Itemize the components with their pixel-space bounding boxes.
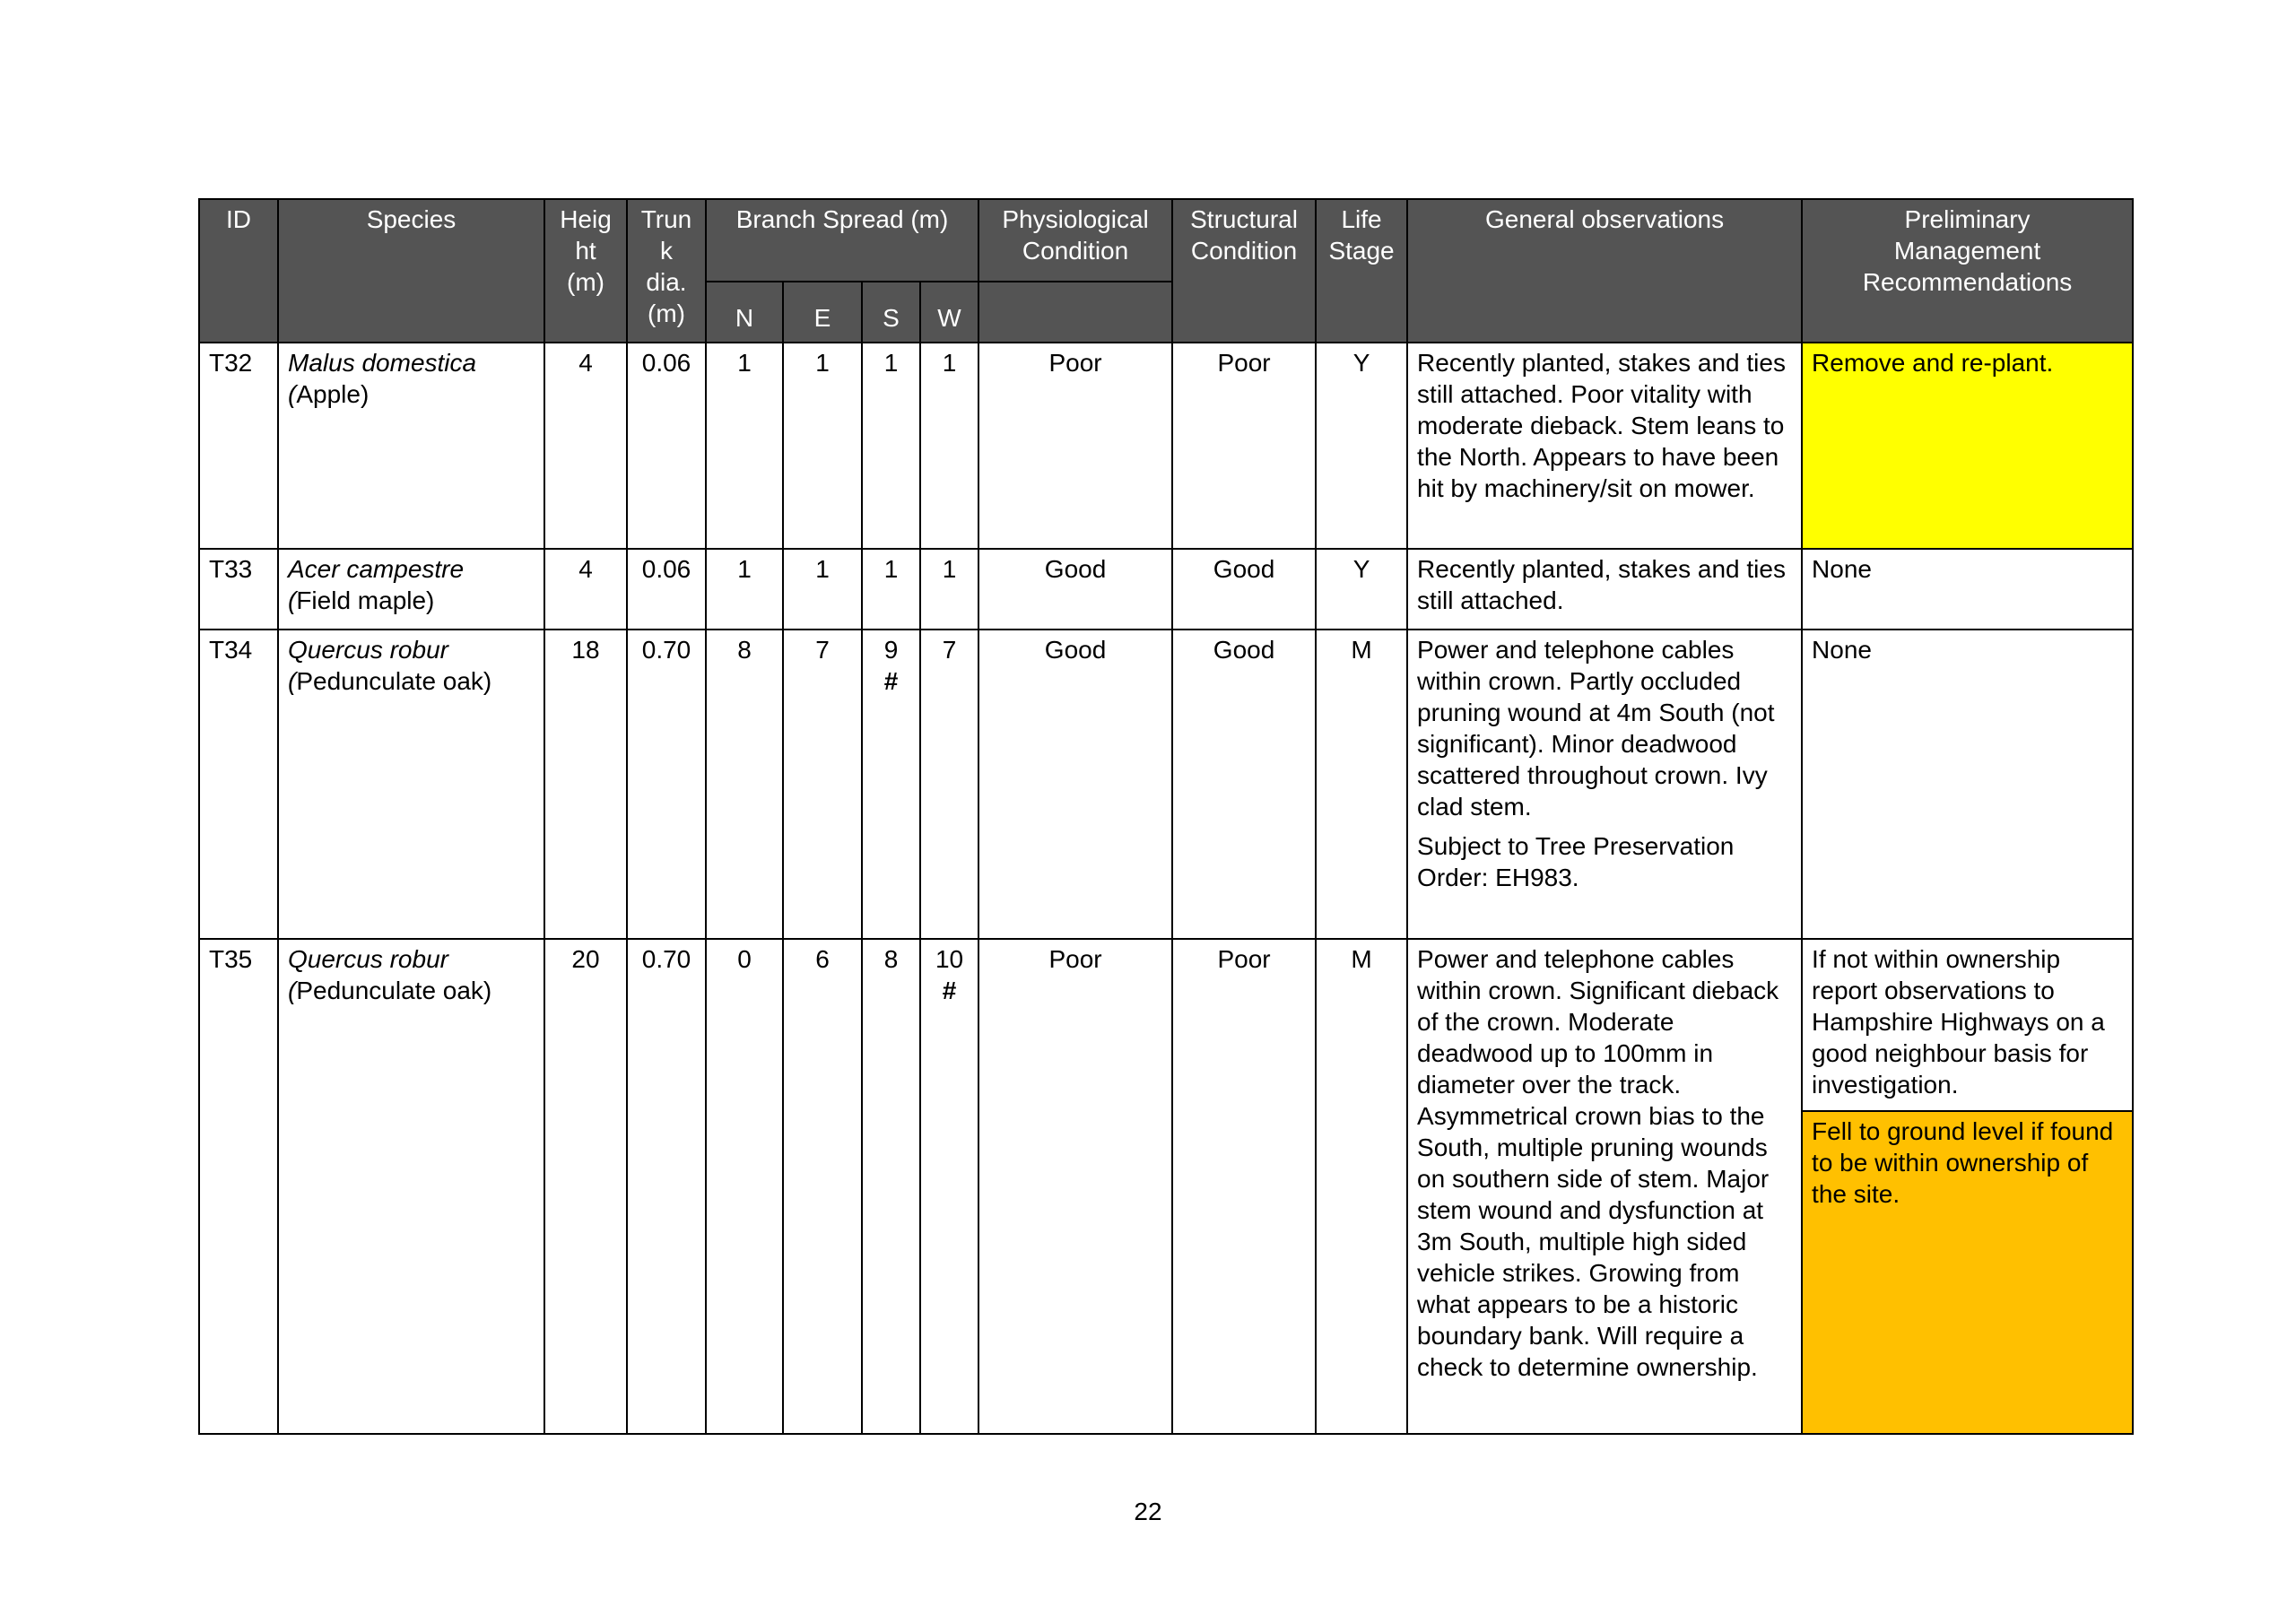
table-row [199, 630, 2133, 939]
species-common: Apple) [296, 380, 370, 408]
trunk-value: 0.06 [627, 549, 706, 630]
header-height: Heig ht (m) [544, 199, 627, 343]
observation-text: Power and telephone cables within crown. Significant dieback of the crown. Moderate deadwood up to 100mm in diameter over the track. Asymmetrical crown bias to the South, multiple pruning wounds on southern side of stem. Major stem wound and dysfunction at 3m South, multiple high sided vehicle strikes. Growing from what appears to be a historic boundary bank. Will require a check to determine ownership. [1417, 945, 1779, 1381]
header-physiological-condition: Physiological Condition [978, 199, 1172, 282]
header-trunk-diameter: Trun k dia. (m) [627, 199, 706, 343]
trunk-value: 0.70 [627, 939, 706, 1434]
species-cell [278, 549, 544, 630]
header-recommendations: Preliminary Management Recommendations [1802, 199, 2133, 343]
tree-id: T32 [199, 343, 278, 549]
header-life-stage: Life Stage [1316, 199, 1407, 343]
observation-text: Recently planted, stakes and ties still attached. [1417, 555, 1786, 614]
struct-value: Poor [1172, 939, 1316, 1434]
table-row [199, 939, 2133, 1434]
struct-value: Good [1172, 549, 1316, 630]
spread-s-cell [862, 630, 920, 939]
trunk-value: 0.06 [627, 343, 706, 549]
species-common-open: ( [288, 667, 297, 695]
spread-s-value: 1 [862, 549, 920, 630]
header-spread-e: E [783, 282, 862, 343]
physio-value: Good [978, 549, 1172, 630]
height-value: 4 [544, 549, 627, 630]
header-branch-spread: Branch Spread (m) [706, 199, 978, 282]
observation-text: Recently planted, stakes and ties still attached. Poor vitality with moderate dieback. Stem leans to the North. Appears to have been hit by machinery/sit on mower. [1417, 349, 1786, 502]
observations-cell [1407, 939, 1802, 1434]
species-common: Pedunculate oak) [296, 667, 492, 695]
species-latin: Malus domestica [288, 349, 477, 377]
tree-survey-table [198, 198, 2134, 1435]
recommendation-if-owned: Fell to ground level if found to be within ownership of the site. [1803, 1110, 2132, 1433]
spread-note-mark: # [942, 977, 957, 1004]
trunk-value: 0.70 [627, 630, 706, 939]
spread-n-value: 8 [706, 630, 783, 939]
spread-note-mark: # [883, 667, 899, 695]
recommendation-cell: None [1802, 549, 2133, 630]
spread-e-value: 6 [783, 939, 862, 1434]
page-number: 22 [1134, 1498, 1162, 1525]
height-value: 18 [544, 630, 627, 939]
species-common-open: ( [288, 977, 297, 1004]
life-stage-value: Y [1316, 343, 1407, 549]
header-spread-s: S [862, 282, 920, 343]
table-row [199, 549, 2133, 630]
spread-s-value: 1 [862, 343, 920, 549]
header-id: ID [199, 199, 278, 343]
recommendation-if-not-owned: If not within ownership report observations to Hampshire Highways on a good neighbour basis for investigation. [1812, 945, 2105, 1099]
species-cell [278, 939, 544, 1434]
tree-id: T34 [199, 630, 278, 939]
spread-w-value: 7 [920, 630, 978, 939]
species-latin: Acer campestre [288, 555, 465, 583]
recommendation-cell: Remove and re-plant. [1802, 343, 2133, 549]
observation-text: Power and telephone cables within crown. Partly occluded pruning wound at 4m South (not significant). Minor deadwood scattered throughout crown. Ivy clad stem. [1417, 636, 1775, 821]
header-spread-w: W [920, 282, 978, 343]
observations-cell [1407, 549, 1802, 630]
species-cell [278, 343, 544, 549]
header-physio-blank [978, 282, 1172, 343]
height-value: 20 [544, 939, 627, 1434]
species-common: Pedunculate oak) [296, 977, 492, 1004]
header-spread-n: N [706, 282, 783, 343]
life-stage-value: Y [1316, 549, 1407, 630]
spread-s-value: 9 [883, 636, 899, 664]
species-latin: Quercus robur [288, 945, 448, 973]
spread-w-value: 10 [935, 945, 964, 973]
spread-e-value: 1 [783, 343, 862, 549]
spread-n-value: 1 [706, 549, 783, 630]
header-row-top [199, 199, 2133, 282]
recommendation-cell: None [1802, 630, 2133, 939]
header-structural-condition: Structural Condition [1172, 199, 1316, 343]
recommendation-cell [1802, 939, 2133, 1434]
physio-value: Good [978, 630, 1172, 939]
physio-value: Poor [978, 939, 1172, 1434]
observation-text: Subject to Tree Preservation Order: EH983. [1417, 832, 1735, 891]
spread-n-value: 1 [706, 343, 783, 549]
struct-value: Poor [1172, 343, 1316, 549]
species-common-open: ( [288, 586, 297, 614]
observations-cell [1407, 343, 1802, 549]
life-stage-value: M [1316, 630, 1407, 939]
tree-id: T35 [199, 939, 278, 1434]
struct-value: Good [1172, 630, 1316, 939]
height-value: 4 [544, 343, 627, 549]
table-row [199, 343, 2133, 549]
header-species: Species [278, 199, 544, 343]
spread-n-value: 0 [706, 939, 783, 1434]
species-cell [278, 630, 544, 939]
species-common: Field maple) [296, 586, 435, 614]
species-latin: Quercus robur [288, 636, 448, 664]
spread-w-value: 1 [920, 343, 978, 549]
species-common-open: ( [288, 380, 297, 408]
life-stage-value: M [1316, 939, 1407, 1434]
physio-value: Poor [978, 343, 1172, 549]
observations-cell [1407, 630, 1802, 939]
header-general-observations: General observations [1407, 199, 1802, 343]
spread-w-cell [920, 939, 978, 1434]
spread-s-value: 8 [862, 939, 920, 1434]
spread-e-value: 7 [783, 630, 862, 939]
spread-e-value: 1 [783, 549, 862, 630]
spread-w-value: 1 [920, 549, 978, 630]
tree-id: T33 [199, 549, 278, 630]
